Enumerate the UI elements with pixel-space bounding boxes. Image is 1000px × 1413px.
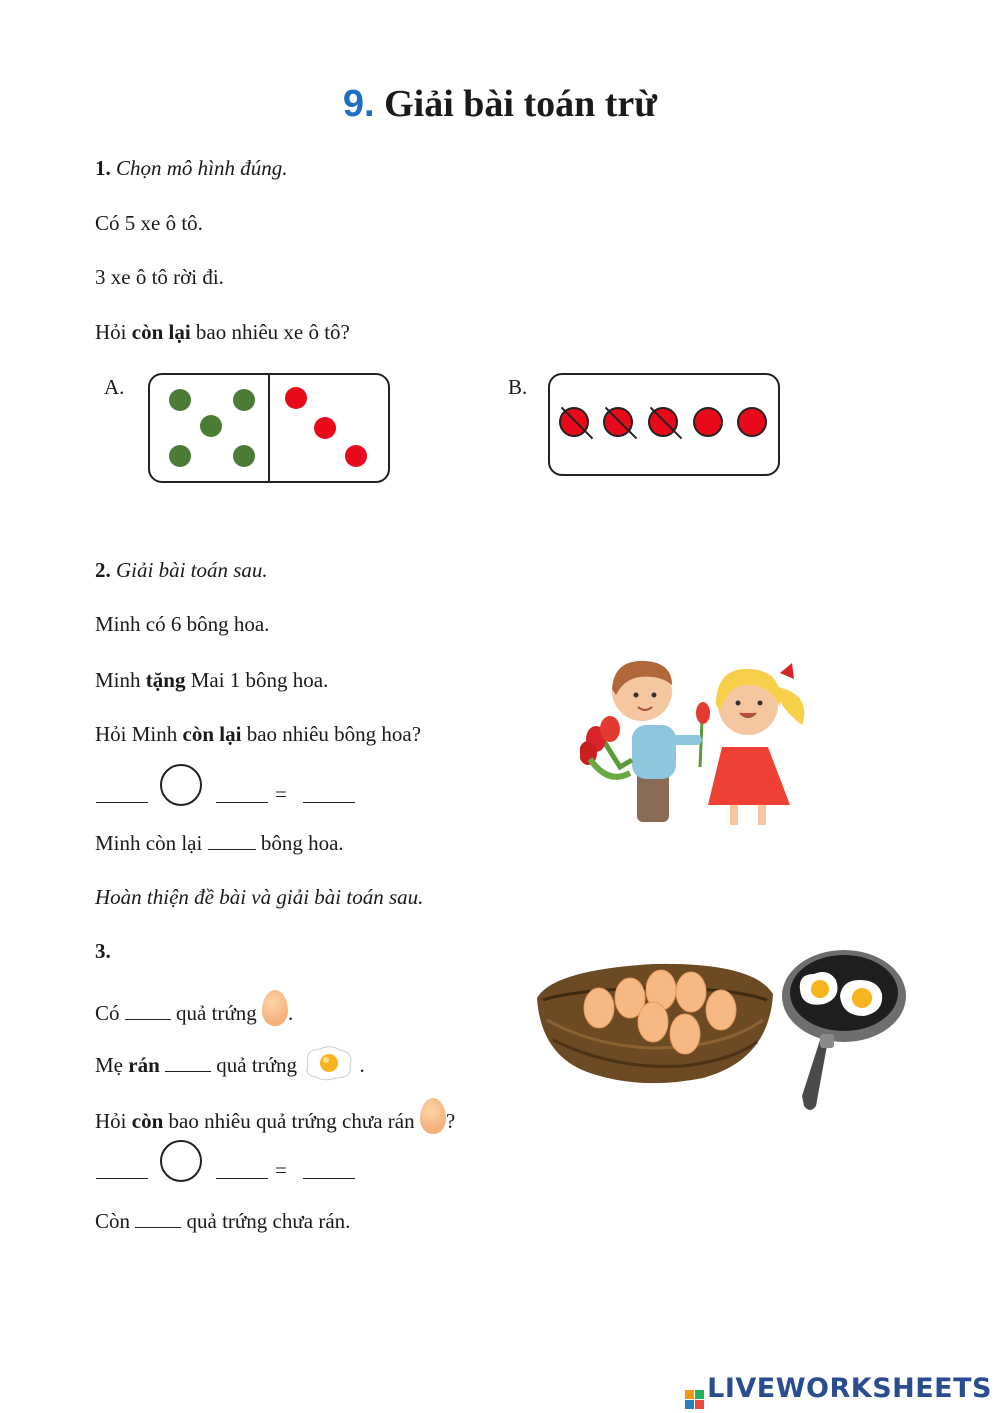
fried-egg-icon <box>302 1044 354 1082</box>
egg-icon <box>420 1098 446 1134</box>
q3-answer-pre: Còn <box>95 1209 131 1233</box>
q3-line3-bold: còn <box>131 1109 164 1133</box>
title-number: 9. <box>342 83 375 125</box>
q2-line2-post: Mai 1 bông hoa. <box>185 668 329 692</box>
q3-blank-minuend[interactable] <box>96 1160 148 1179</box>
egg-nest-illustration <box>533 950 778 1090</box>
logo-text: LIVEWORKSHEETS <box>707 1373 992 1404</box>
crossed-red-dot <box>603 407 633 437</box>
green-dot <box>169 389 191 411</box>
q3-line1-post: quả trứng <box>176 1001 257 1025</box>
green-dot <box>200 415 222 437</box>
q3-line3-pre: Hỏi <box>95 1109 132 1133</box>
crossed-red-dot <box>648 407 678 437</box>
q3-line3-post: bao nhiêu quả trứng chưa rán <box>163 1109 415 1133</box>
q2-line2 <box>95 666 328 694</box>
q2-instruction: Giải bài toán sau. <box>116 558 268 582</box>
green-dot <box>233 445 255 467</box>
q2-answer-post: bông hoa. <box>260 831 344 855</box>
logo-mark-icon <box>685 1390 704 1409</box>
q3-intro <box>95 883 423 911</box>
q2-answer-blank[interactable] <box>208 831 256 850</box>
q2-line3-post: bao nhiêu bông hoa? <box>241 722 422 746</box>
q3-answer-post: quả trứng chưa rán. <box>186 1209 351 1233</box>
q3-line3 <box>95 1098 455 1135</box>
q3-line1-pre: Có <box>95 1001 120 1025</box>
red-dot <box>285 387 307 409</box>
title-text: Giải bài toán trừ <box>384 83 658 125</box>
q3-blank-result[interactable] <box>303 1160 355 1179</box>
q2-line3-pre: Hỏi Minh <box>95 722 183 746</box>
red-dot <box>693 407 723 437</box>
option-b-label[interactable]: B. <box>508 375 528 399</box>
q2-blank-result[interactable] <box>303 784 355 803</box>
q3-line1 <box>95 990 293 1027</box>
q1-line3-bold: còn lại <box>131 320 191 344</box>
q2-heading <box>95 556 268 584</box>
q2-answer-pre: Minh còn lại <box>95 831 203 855</box>
q1-line3 <box>95 318 350 346</box>
q3-heading <box>95 937 111 965</box>
tulip-bouquet <box>580 716 632 777</box>
q2-line3 <box>95 720 421 748</box>
q3-eggs-total-blank[interactable] <box>125 1001 171 1020</box>
q3-line3-end: ? <box>445 1109 456 1133</box>
crossed-red-dot <box>559 407 589 437</box>
q3-eggs-fried-blank[interactable] <box>165 1053 211 1072</box>
boy-girl-flowers-illustration <box>580 655 825 830</box>
page-title <box>0 82 1000 126</box>
q3-number: 3. <box>95 939 111 963</box>
option-b-model[interactable] <box>548 373 780 476</box>
q2-line2-bold: tặng <box>145 668 186 692</box>
q1-line2: 3 xe ô tô rời đi. <box>95 265 224 289</box>
red-dot <box>737 407 767 437</box>
red-dot <box>314 417 336 439</box>
q1-instruction: Chọn mô hình đúng. <box>116 156 288 180</box>
q3-blank-subtrahend[interactable] <box>216 1160 268 1179</box>
q3-equals: = <box>275 1158 287 1182</box>
q3-line1-end: . <box>288 1001 294 1025</box>
q3-line2-pre: Mẹ <box>95 1053 129 1077</box>
q2-blank-subtrahend[interactable] <box>216 784 268 803</box>
liveworksheets-logo <box>685 1373 992 1409</box>
frying-pan-illustration <box>780 946 910 1114</box>
green-dot <box>169 445 191 467</box>
q2-equals: = <box>275 782 287 806</box>
q3-answer-blank[interactable] <box>135 1209 181 1228</box>
q3-line2-bold: rán <box>128 1053 160 1077</box>
q1-line3-post: bao nhiêu xe ô tô? <box>190 320 350 344</box>
q2-line3-bold: còn lại <box>182 722 242 746</box>
q1-line1: Có 5 xe ô tô. <box>95 211 203 235</box>
q3-operator-circle[interactable] <box>160 1140 202 1182</box>
q1-heading <box>95 154 288 182</box>
egg-icon <box>262 990 288 1026</box>
q1-number: 1. <box>95 156 111 180</box>
q2-blank-minuend[interactable] <box>96 784 148 803</box>
option-a-label[interactable]: A. <box>104 375 125 399</box>
red-dot <box>345 445 367 467</box>
q1-line3-pre: Hỏi <box>95 320 132 344</box>
q3-line2-post: quả trứng <box>216 1053 298 1077</box>
q2-line1: Minh có 6 bông hoa. <box>95 612 270 636</box>
option-a-model[interactable] <box>148 373 390 483</box>
q2-number: 2. <box>95 558 111 582</box>
model-divider <box>268 375 270 481</box>
q3-line2-end: . <box>359 1053 365 1077</box>
q2-answer <box>95 829 344 857</box>
green-dot <box>233 389 255 411</box>
q3-line2 <box>95 1044 365 1082</box>
q2-line2-pre: Minh <box>95 668 146 692</box>
q2-operator-circle[interactable] <box>160 764 202 806</box>
q3-answer <box>95 1207 350 1235</box>
q3-intro-text: Hoàn thiện đề bài và giải bài toán sau. <box>95 885 424 909</box>
